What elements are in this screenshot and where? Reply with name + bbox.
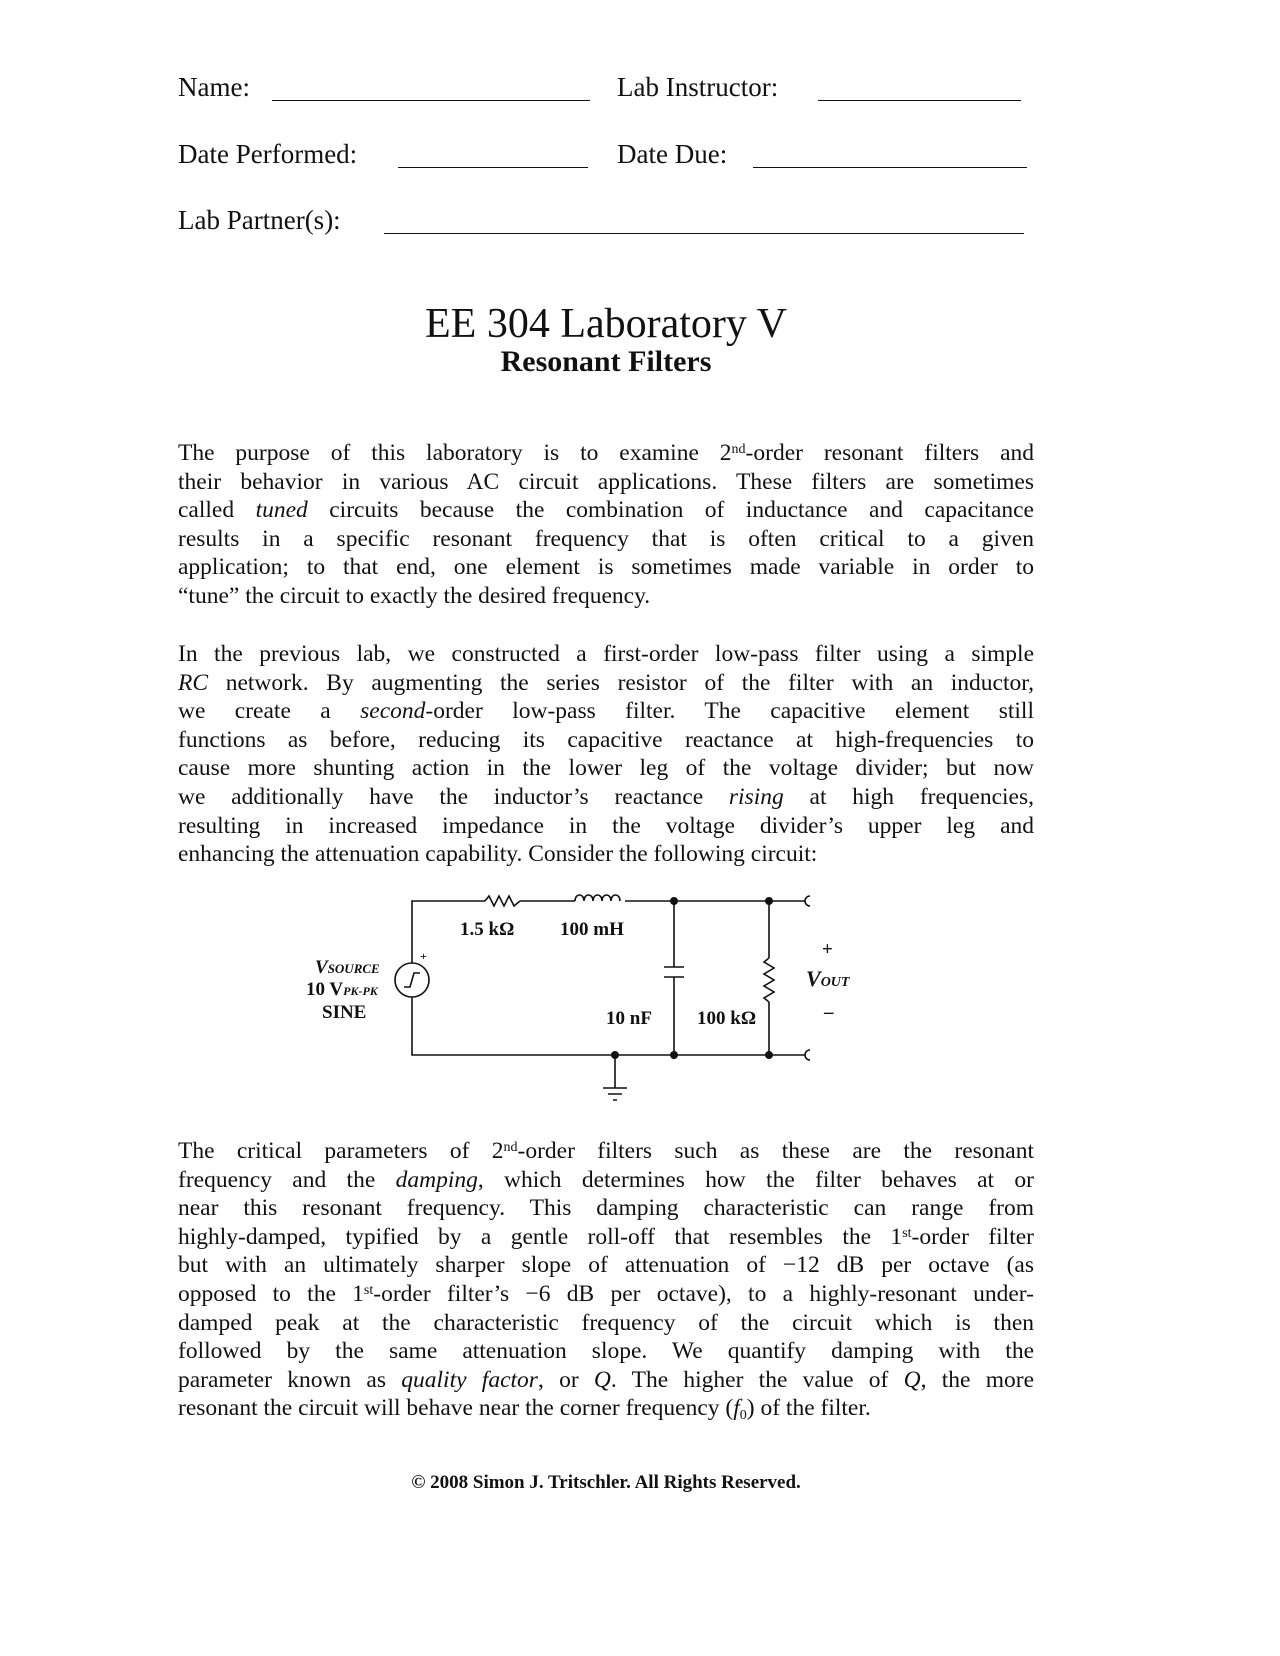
text-run: resonant the circuit will behave near the corner frequency ( <box>178 1395 734 1422</box>
paragraph-critical-parameters <box>178 1137 1034 1423</box>
text-run: The purpose of this laboratory is to examine 2 <box>178 440 732 466</box>
text-run: parameter known as <box>178 1366 402 1393</box>
output-voltage-label <box>806 966 851 991</box>
text-run: ) of the filter. <box>746 1395 871 1422</box>
italic-text: quality factor <box>401 1366 538 1393</box>
text-run: near this resonant frequency. This damping characteristic can range from <box>178 1195 1034 1222</box>
output-name: V <box>806 966 821 991</box>
text-run: but with an ultimately sharper slope of attenuation of −12 dB per octave (as <box>178 1252 1034 1279</box>
text-run: called <box>178 497 256 524</box>
text-line <box>178 1137 1034 1166</box>
series-resistor-symbol <box>485 896 520 906</box>
text-run: -order filters such as these are the resonant <box>517 1138 1034 1164</box>
source-amplitude-subscript: PK-PK <box>343 984 378 998</box>
text-run: -order filter <box>911 1223 1034 1250</box>
text-run: frequency and the <box>178 1166 396 1193</box>
text-run: The critical parameters of 2 <box>178 1138 504 1164</box>
text-run: cause more shunting action in the lower leg of the voltage divider; but now <box>178 755 1034 782</box>
text-run: , or <box>537 1366 594 1393</box>
name-blank[interactable] <box>272 100 590 101</box>
text-run: we create a <box>178 698 361 725</box>
source-amplitude-label <box>306 979 379 1000</box>
text-line <box>178 582 1034 611</box>
subscript-text: 0 <box>739 1408 747 1424</box>
text-run: -order filter’s −6 dB per octave), to a highly-resonant under- <box>373 1280 1034 1307</box>
source-plus-label: + <box>420 949 427 963</box>
text-run: , the more <box>920 1366 1035 1393</box>
source-amplitude: 10 V <box>306 979 344 1000</box>
italic-text: tuned <box>255 497 308 524</box>
circuit-diagram <box>300 880 860 1110</box>
name-label: Name: <box>178 72 250 102</box>
text-run: damped peak at the characteristic frequency of the circuit which is then <box>178 1309 1034 1336</box>
node-dot <box>766 1052 772 1058</box>
inductor-label: 100 mH <box>560 919 624 940</box>
lab-partners-blank[interactable] <box>384 233 1024 234</box>
lab-partners-label: Lab Partner(s): <box>178 205 341 235</box>
superscript-text: st <box>363 1282 374 1298</box>
text-line <box>178 783 1034 812</box>
output-terminal-icon <box>805 1050 810 1060</box>
superscript-text: nd <box>503 1140 518 1155</box>
text-line <box>178 1394 1034 1423</box>
italic-text: Q <box>903 1366 921 1393</box>
text-run: circuits because the combination of inductance and capacitance <box>307 497 1034 524</box>
text-run: highly-damped, typified by a gentle roll-off that resembles the 1 <box>178 1223 903 1250</box>
italic-text: RC <box>178 669 209 696</box>
text-line <box>178 697 1034 726</box>
text-run: -order low-pass filter. The capacitive element still <box>425 698 1034 725</box>
text-line <box>178 468 1034 497</box>
text-line <box>178 640 1034 669</box>
node-dot <box>766 898 772 904</box>
text-run: at high frequencies, <box>783 783 1034 810</box>
output-name-subscript: OUT <box>820 975 850 990</box>
date-due-label: Date Due: <box>617 139 728 169</box>
text-line <box>178 1337 1034 1366</box>
node-dot <box>671 1052 677 1058</box>
paragraph-previous-lab <box>178 640 1034 869</box>
output-terminal-icon <box>805 896 810 906</box>
load-resistor-symbol <box>764 958 774 1002</box>
date-performed-blank[interactable] <box>398 167 588 168</box>
text-run: , which determines how the filter behaves at or <box>477 1166 1034 1193</box>
text-run: their behavior in various AC circuit applications. These filters are sometimes <box>178 468 1034 495</box>
text-run: opposed to the 1 <box>178 1280 364 1307</box>
text-run: functions as before, reducing its capacitive reactance at high-frequencies to <box>178 726 1034 753</box>
text-line <box>178 1166 1034 1195</box>
text-run: “tune” the circuit to exactly the desired frequency. <box>178 582 651 609</box>
source-name: V <box>315 957 328 978</box>
text-line <box>178 553 1034 582</box>
text-line <box>178 1251 1034 1280</box>
date-performed-label: Date Performed: <box>178 139 358 169</box>
italic-text: rising <box>728 783 784 810</box>
copyright-footer: © 2008 Simon J. Tritschler. All Rights Reserved. <box>411 1472 801 1493</box>
paragraph-purpose <box>178 439 1034 611</box>
text-line <box>178 1194 1034 1223</box>
text-line <box>178 726 1034 755</box>
text-run: . The higher the value of <box>610 1366 904 1393</box>
text-line <box>178 496 1034 525</box>
text-run: we additionally have the inductor’s reactance <box>178 783 729 810</box>
text-line <box>178 840 1034 869</box>
document-title: EE 304 Laboratory V <box>425 301 787 347</box>
text-run: results in a specific resonant frequency that is often critical to a given <box>178 525 1034 552</box>
source-type-label: SINE <box>322 1002 367 1023</box>
text-line <box>178 1309 1034 1338</box>
output-minus-label: – <box>824 1002 834 1023</box>
italic-text: Q <box>593 1366 611 1393</box>
text-line <box>178 1366 1034 1395</box>
text-run: followed by the same attenuation slope. We quantify damping with the <box>178 1338 1034 1365</box>
node-dot <box>671 898 677 904</box>
source-name-label <box>315 957 380 978</box>
superscript-text: nd <box>731 442 746 457</box>
text-line <box>178 812 1034 841</box>
source-name-subscript: SOURCE <box>327 961 380 976</box>
load-resistor-label: 100 kΩ <box>697 1008 757 1029</box>
text-line <box>178 1223 1034 1252</box>
text-run: -order resonant filters and <box>745 440 1035 466</box>
text-line <box>178 1280 1034 1309</box>
inductor-symbol <box>575 895 620 901</box>
document-subtitle: Resonant Filters <box>500 345 712 378</box>
superscript-text: st <box>902 1225 912 1241</box>
text-run: In the previous lab, we constructed a first-order low-pass filter using a simple <box>178 641 1034 667</box>
text-line <box>178 525 1034 554</box>
lab-instructor-label: Lab Instructor: <box>617 72 779 102</box>
text-line <box>178 754 1034 783</box>
italic-text: f <box>733 1395 740 1422</box>
text-run: resulting in increased impedance in the voltage divider’s upper leg and <box>178 812 1034 839</box>
text-line <box>178 669 1034 698</box>
text-run: application; to that end, one element is sometimes made variable in order to <box>178 554 1034 581</box>
date-due-blank[interactable] <box>753 167 1027 168</box>
italic-text: second <box>360 698 426 725</box>
capacitor-symbol <box>664 901 684 1055</box>
capacitor-label: 10 nF <box>606 1008 652 1029</box>
lab-instructor-blank[interactable] <box>818 100 1021 101</box>
source-waveform <box>404 973 420 987</box>
series-resistor-label: 1.5 kΩ <box>460 919 515 940</box>
text-line <box>178 439 1034 468</box>
text-run: network. By augmenting the series resistor of the filter with an inductor, <box>208 669 1034 696</box>
output-plus-label: + <box>822 939 833 960</box>
ground-icon <box>603 1055 627 1100</box>
text-run: enhancing the attenuation capability. Consider the following circuit: <box>178 841 818 868</box>
italic-text: damping <box>395 1166 478 1193</box>
